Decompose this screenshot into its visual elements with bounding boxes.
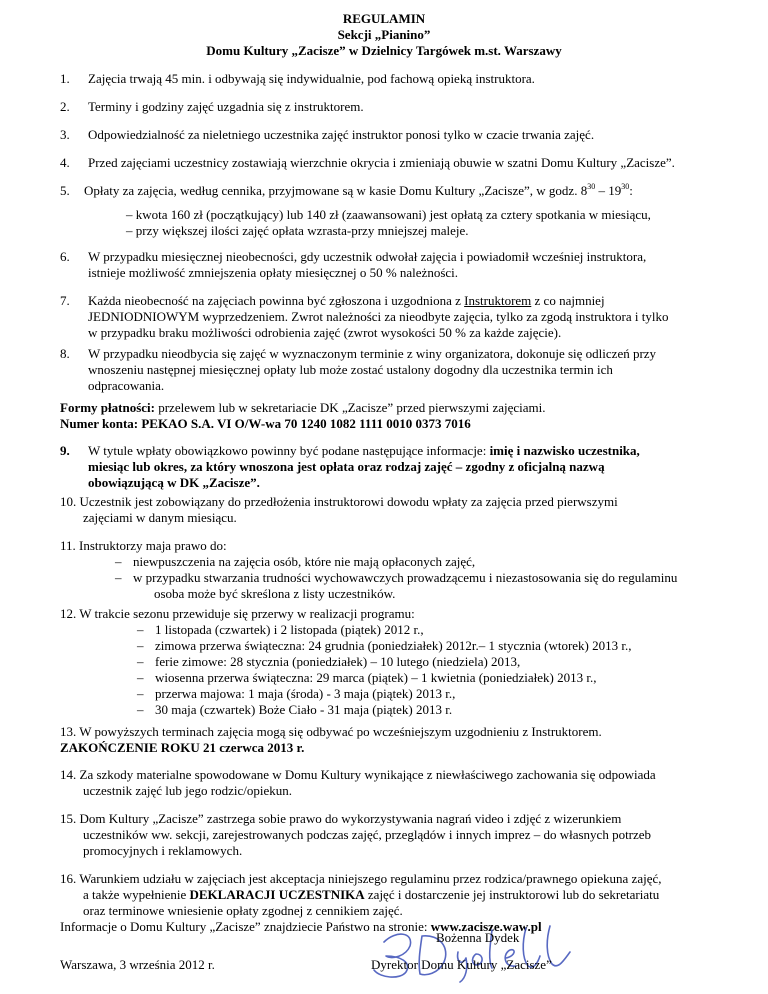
list-item: – 1 listopada (czwartek) i 2 listopada (piątek) 2012 r., — [137, 622, 424, 637]
rule-5-sub-1: – kwota 160 zł (początkujący) lub 140 zł (zaawansowani) jest opłatą za cztery spotkania w miesiącu, — [126, 207, 651, 222]
rule-text-line: odpracowania. — [88, 378, 165, 393]
rule-4 — [60, 155, 708, 171]
rule-number: 8. — [60, 346, 70, 361]
rule-text-line: W przypadku miesięcznej nieobecności, gdy uczestnik odwołał zajęcia i powiadomił wcześniej instruktora, — [88, 249, 647, 264]
rule-text: Terminy i godziny zajęć uzgadnia się z instruktorem. — [88, 99, 364, 114]
rule-number: 2. — [60, 99, 70, 114]
rule-15-line-1: 15. Dom Kultury „Zacisze” zastrzega sobie prawo do wykorzystywania nagrań video i zdjęć z wizerunkiem — [60, 811, 622, 826]
signer-name: Bożenna Dydek — [436, 930, 520, 945]
rule-13-line-1: 13. W powyższych terminach zajęcia mogą się odbywać po wcześniejszym uzgodnieniu z Instruktorem. — [60, 724, 602, 739]
rule-5-sub-2: – przy większej ilości zajęć opłata wzrasta-przy mniejszej maleje. — [126, 223, 469, 238]
rule-text-line: Każda nieobecność na zajęciach powinna być zgłoszona i uzgodniona z Instruktorem z co najmniej — [88, 293, 605, 308]
rule-15-line-2: uczestników ww. sekcji, zarejestrowanych podczas zajęć, przeglądów i innych imprez – do własnych potrzeb — [83, 827, 652, 842]
rule-number: 4. — [60, 155, 70, 170]
payment-forms: Formy płatności: przelewem lub w sekretariacie DK „Zacisze” przed pierwszymi zajęciami. — [60, 400, 546, 415]
rule-number: 5. — [60, 183, 70, 198]
place-date: Warszawa, 3 września 2012 r. — [60, 957, 215, 972]
rule-14-line-2: uczestnik zajęć lub jego rodzic/opiekun. — [83, 783, 293, 798]
rule-text-line: JEDNIODNIOWYM wyprzedzeniem. Zwrot należności za nieodbyte zajęcia, tylko za zgodą instruktora i tylko — [88, 309, 669, 324]
list-item: – zimowa przerwa świąteczna: 24 grudnia (poniedziałek) 2012r.– 1 stycznia (wtorek) 2013 r., — [137, 638, 632, 653]
rule-14-line-1: 14. Za szkody materialne spowodowane w Domu Kultury wynikające z niewłaściwego zachowania się odpowiada — [60, 767, 656, 782]
rule-text-line: W przypadku nieodbycia się zajęć w wyznaczonym terminie z winy organizatora, dokonuje się odliczeń przy — [88, 346, 657, 361]
rule-7 — [60, 293, 708, 341]
signer-title: Dyrektor Domu Kultury „Zacisze” — [371, 957, 552, 972]
rule-11-dash-2: – w przypadku stwarzania trudności wychowawczych prowadzącemu i niezastosowania się do regulaminu — [115, 570, 678, 585]
list-item: – ferie zimowe: 28 stycznia (poniedziałek) – 10 lutego (niedziela) 2013, — [137, 654, 521, 669]
rule-text-line: W tytule wpłaty obowiązkowo powinny być podane następujące informacje: imię i nazwisko uczestnika, — [88, 443, 640, 458]
rule-8 — [60, 346, 708, 394]
rule-text: Opłaty za zajęcia, według cennika, przyjmowane są w kasie Domu Kultury „Zacisze”, w godz. $8^{30} - 19^{30}$: — [84, 182, 633, 198]
info-line: Informacje o Domu Kultury „Zacisze” znajdziecie Państwo na stronie: www.zacisze.waw.pl — [60, 919, 542, 934]
rule-5 — [60, 182, 704, 199]
rule-text-line: istnieje możliwość zmniejszenia opłaty miesięcznej o 50 % należności. — [88, 265, 459, 280]
rule-12-list — [137, 622, 632, 718]
rule-2 — [60, 99, 708, 115]
rule-11-line-1: 11. Instruktorzy maja prawo do: — [60, 538, 227, 553]
rule-6 — [60, 249, 708, 281]
rule-10-line-2: zajęciami w danym miesiącu. — [83, 510, 237, 525]
rule-text: Zajęcia trwają 45 min. i odbywają się indywidualnie, pod fachową opieką instruktora. — [88, 71, 535, 86]
rule-16-line-1: 16. Warunkiem udziału w zajęciach jest akceptacja niniejszego regulaminu przez rodzica/prawnego opiekuna zajęć, — [60, 871, 662, 886]
rule-15-line-3: promocyjnych i reklamowych. — [83, 843, 243, 858]
rule-11-dash-1: – niewpuszczenia na zajęcia osób, które nie mają opłaconych zajęć, — [115, 554, 476, 569]
doc-title: REGULAMIN — [342, 11, 426, 26]
rule-number: 1. — [60, 71, 70, 86]
rule-text-line: w przypadku braku możliwości odrobienia zajęć (zwrot wysokości 50 % za każde zajęcie). — [88, 325, 562, 340]
rule-11-dash-2-cont: osoba może być skreślona z listy uczestników. — [154, 586, 396, 601]
doc-institution: Domu Kultury „Zacisze” w Dzielnicy Targówek m.st. Warszawy — [206, 43, 562, 58]
rule-text-line: miesiąc lub okres, za który wnoszona jest opłata oraz rodzaj zajęć – zgodny z oficjalną nazwą — [88, 459, 605, 474]
doc-subtitle: Sekcji „Pianino” — [337, 27, 431, 42]
rule-number: 9. — [60, 443, 70, 458]
list-item: – przerwa majowa: 1 maja (środa) - 3 maja (piątek) 2013 r., — [137, 686, 456, 701]
rule-text: Odpowiedzialność za nieletniego uczestnika zajęć instruktor ponosi tylko w czacie trwania zajęć. — [88, 127, 595, 142]
rule-text: Przed zajęciami uczestnicy zostawiają wierzchnie okrycia i zmieniają obuwie w szatni Domu Kultury „Zacisze”. — [88, 155, 675, 170]
rule-number: 3. — [60, 127, 70, 142]
rule-16-line-3: oraz terminowe wniesienie opłaty zgodnej z cennikiem zajęć. — [83, 903, 403, 918]
rule-number: 6. — [60, 249, 70, 264]
list-item: – wiosenna przerwa świąteczna: 29 marca (piątek) – 1 kwietnia (poniedziałek) 2013 r., — [137, 670, 597, 685]
rule-10-line-1: 10. Uczestnik jest zobowiązany do przedłożenia instruktorowi dowodu wpłaty za zajęcia przed pierwszymi — [60, 494, 618, 509]
rule-13-line-2: ZAKOŃCZENIE ROKU 21 czerwca 2013 r. — [60, 740, 305, 755]
rule-number: 7. — [60, 293, 70, 308]
rule-3 — [60, 127, 708, 143]
rule-text-line: wnoszeniu następnej miesięcznej opłaty lub może zostać ustalony dogodny dla uczestnika termin ich — [88, 362, 613, 377]
rule-16-line-2: a także wypełnienie DEKLARACJI UCZESTNIKA zajęć i dostarczenie jej instruktorowi lub do sekretariatu — [83, 887, 660, 902]
rule-9 — [60, 443, 708, 491]
bank-account: Numer konta: PEKAO S.A. VI O/W-wa 70 1240 1082 1111 0010 0373 7016 — [60, 416, 471, 431]
rule-text-line: obowiązującą w DK „Zacisze”. — [88, 475, 260, 490]
rule-12-line-1: 12. W trakcie sezonu przewiduje się przerwy w realizacji programu: — [60, 606, 415, 621]
list-item: – 30 maja (czwartek) Boże Ciało - 31 maja (piątek) 2013 r. — [137, 702, 453, 717]
rule-1 — [60, 71, 708, 87]
